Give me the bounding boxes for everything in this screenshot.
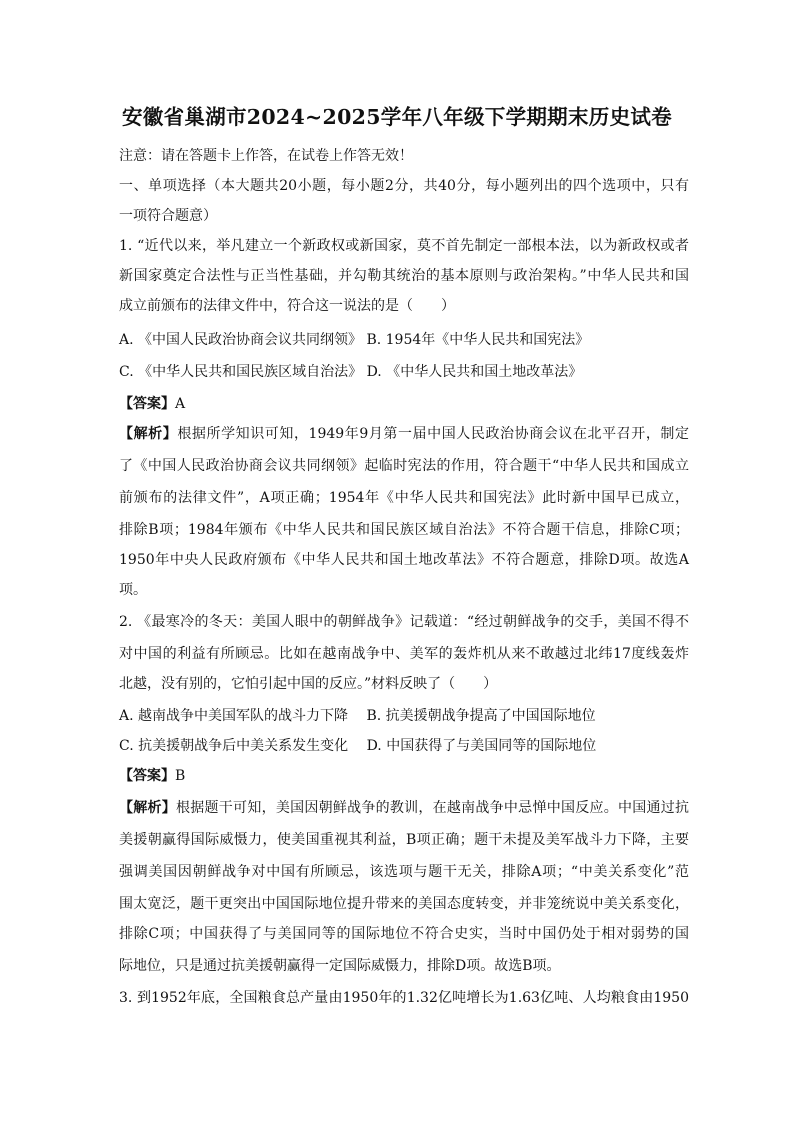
q1-analysis-line6: 项。 xyxy=(119,582,147,598)
q2-stem-line1: 2. 《最寒冷的冬天：美国人眼中的朝鲜战争》记载道：“经过朝鲜战争的交手，美国不得不 xyxy=(119,614,689,630)
analysis-label: 【解析】 xyxy=(119,426,178,442)
q3-stem-line1: 3. 到1952年底，全国粮食总产量由1950年的1.32亿吨增长为1.63亿吨、人均粮食由1950 xyxy=(119,990,689,1006)
section-heading-line2: 一项符合题意） xyxy=(119,208,217,224)
q2-stem-line2: 对中国的利益有所顾忌。比如在越南战争中、美军的轰炸机从来不敢越过北纬17度线轰炸 xyxy=(119,646,689,662)
answer-label: 【答案】 xyxy=(119,768,175,784)
q1-analysis-line4: 排除B项；1984年颁布《中华人民共和国民族区域自治法》不符合题干信息，排除C项； xyxy=(119,522,689,538)
q1-stem-line2: 新国家奠定合法性与正当性基础，并勾勒其统治的基本原则与政治架构。”中华人民共和国 xyxy=(119,268,689,284)
q2-stem-line3: 北越，没有别的，它怕引起中国的反应。”材料反映了（ ） xyxy=(119,676,498,692)
q2-options-line1: A. 越南战争中美国军队的战斗力下降 B. 抗美援朝战争提高了中国国际地位 xyxy=(119,708,596,724)
q2-analysis-line3: 强调美国因朝鲜战争对中国有所顾忌，该选项与题干无关，排除A项；“中美关系变化”范 xyxy=(119,864,689,880)
q1-options-line2: C. 《中华人民共和国民族区域自治法》 D. 《中华人民共和国土地改革法》 xyxy=(119,364,583,380)
q2-analysis-line2: 美援朝赢得国际威慑力，使美国重视其利益，B项正确；题干未提及美军战斗力下降，主要 xyxy=(119,832,689,848)
notice-text: 注意：请在答题卡上作答，在试卷上作答无效！ xyxy=(119,148,413,164)
analysis-label: 【解析】 xyxy=(119,800,177,816)
q1-analysis-line1: 【解析】根据所学知识可知，1949年9月第一届中国人民政治协商会议在北平召开，制定 xyxy=(119,426,689,442)
q1-stem-line1: 1. “近代以来，举凡建立一个新政权或新国家，莫不首先制定一部根本法，以为新政权或者 xyxy=(119,238,689,254)
q1-analysis-line3: 前颁布的法律文件”，A项正确；1954年《中华人民共和国宪法》此时新中国早已成立， xyxy=(119,490,689,506)
q1-stem-line3: 成立前颁布的法律文件中，符合这一说法的是（ ） xyxy=(119,298,455,314)
exam-title: 安徽省巢湖市2024~2025学年八年级下学期期末历史试卷 xyxy=(122,105,672,129)
section-heading-line1: 一、单项选择（本大题共20小题，每小题2分，共40分，每小题列出的四个选项中，只有 xyxy=(119,178,689,194)
q1-answer xyxy=(119,394,689,414)
q1-analysis-line2: 了《中国人民政治协商会议共同纲领》起临时宪法的作用，符合题干“中华人民共和国成立 xyxy=(119,458,689,474)
answer-value: A xyxy=(175,396,186,412)
q2-analysis-line4: 围太宽泛，题干更突出中国国际地位提升带来的美国态度转变，并非笼统说中美关系变化， xyxy=(119,896,689,912)
q2-options-line2: C. 抗美援朝战争后中美关系发生变化 D. 中国获得了与美国同等的国际地位 xyxy=(119,738,597,754)
q2-answer xyxy=(119,766,689,786)
q1-analysis-line5: 1950年中央人民政府颁布《中华人民共和国土地改革法》不符合题意，排除D项。故选A xyxy=(119,552,689,568)
q2-analysis-line5: 排除C项；中国获得了与美国同等的国际地位不符合史实，当时中国仍处于相对弱势的国 xyxy=(119,926,689,942)
q1-options-line1: A. 《中国人民政治协商会议共同纲领》 B. 1954年《中华人民共和国宪法》 xyxy=(119,332,590,348)
q2-analysis-line1: 【解析】根据题干可知，美国因朝鲜战争的教训，在越南战争中忌惮中国反应。中国通过抗 xyxy=(119,800,690,816)
answer-label: 【答案】 xyxy=(119,396,175,412)
answer-value: B xyxy=(175,768,186,784)
q2-analysis-line6: 际地位，只是通过抗美援朝赢得一定国际威慑力，排除D项。故选B项。 xyxy=(119,958,561,974)
